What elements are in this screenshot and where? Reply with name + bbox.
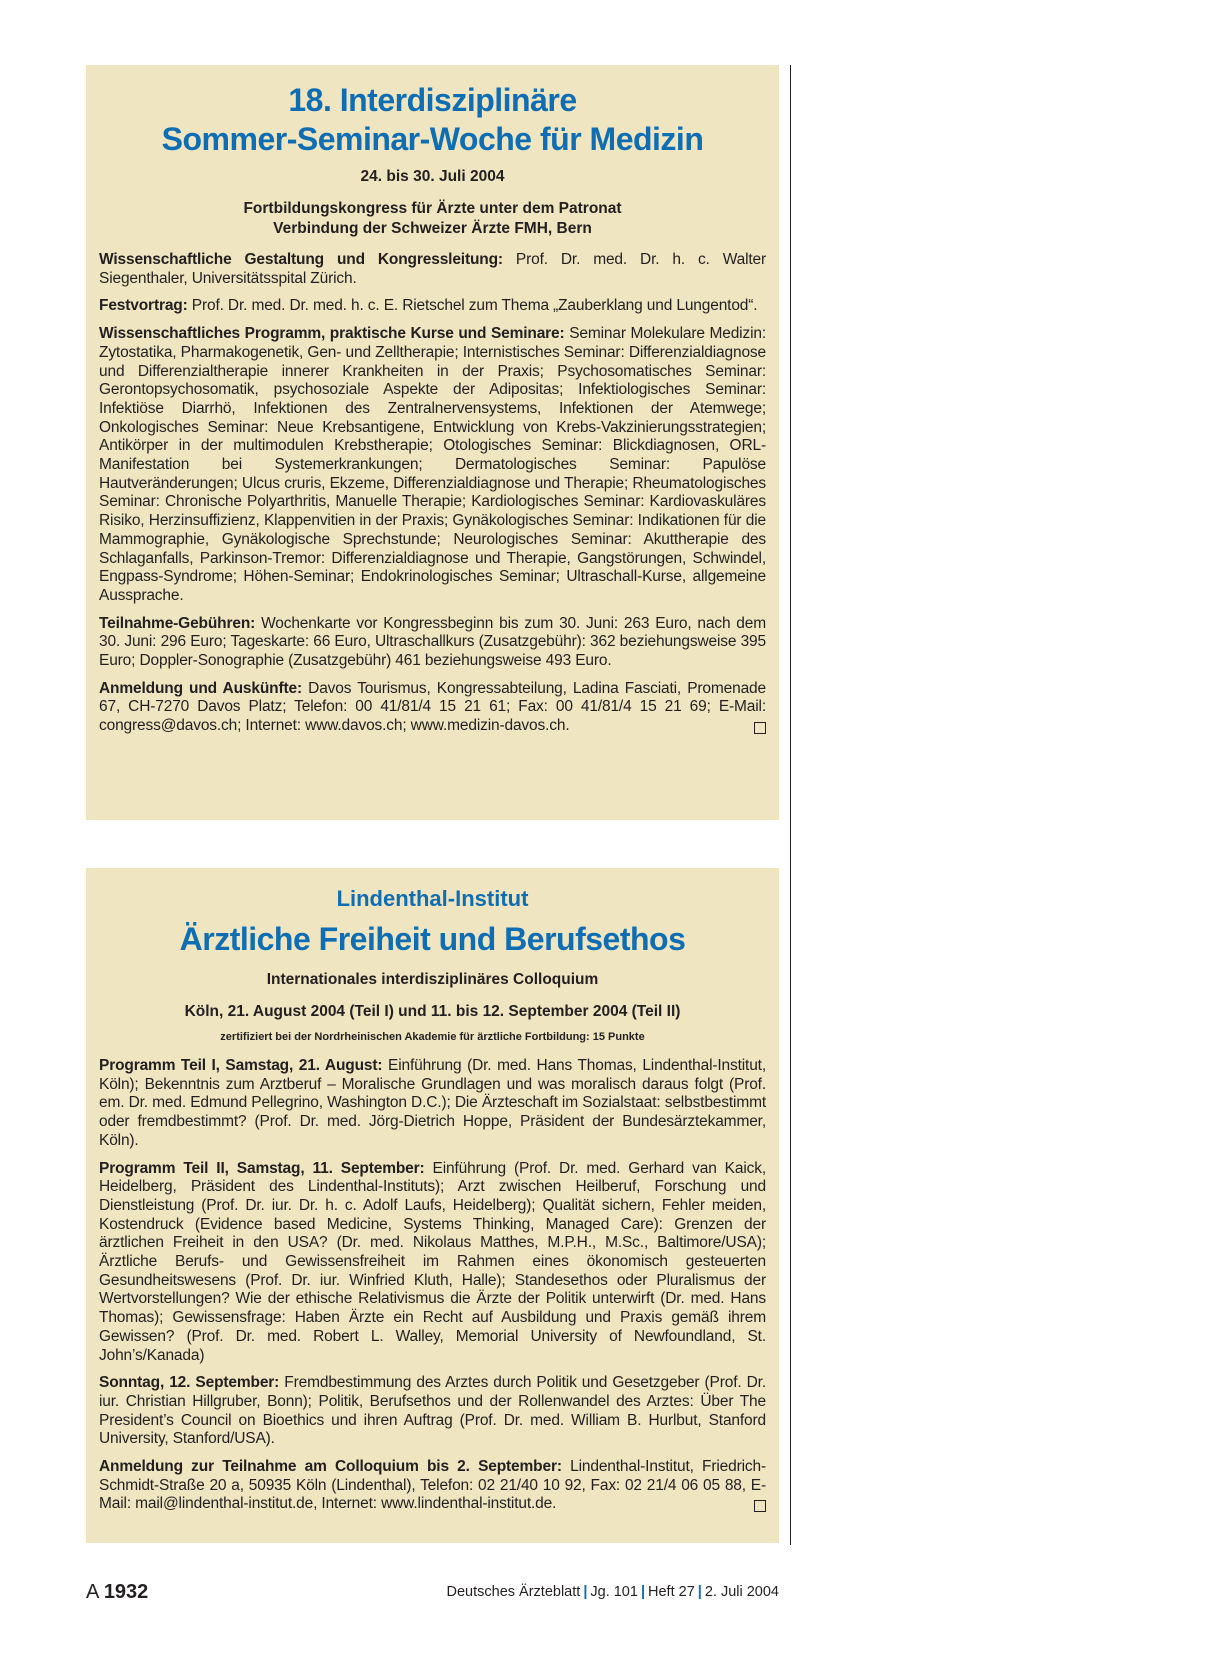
journal-citation bbox=[447, 1583, 779, 1601]
paragraph-program-part-2 bbox=[99, 1160, 766, 1366]
paragraph-sunday bbox=[99, 1374, 766, 1449]
paragraph-label: Wissenschaftliches Programm, praktische Kurse und Seminare: bbox=[99, 325, 565, 343]
article-box-seminar-week bbox=[86, 65, 779, 820]
event-dates: Köln, 21. August 2004 (Teil I) und 11. bis 12. September 2004 (Teil II) bbox=[184, 1003, 681, 1020]
paragraph-text: Einführung (Prof. Dr. med. Gerhard van Kaick, Heidelberg, Präsident des Lindenthal-Instituts); Arzt zwischen Heilberuf, Forschung und Dienstleistung (Prof. Dr. iur. Dr. h. c. Adolf Laufs, Heidelberg); Qualität sichern, Fehler meiden, Kostendruck (Evidence based Medicine, Systems Thinking, Managed Care): Grenzen der ärztlichen Freiheit in den USA? (Dr. med. Nikolaus Matthes, M.P.H., M.Sc., Baltimore/USA); Ärztliche Berufs- und Gewissensfreiheit im Rahmen eines ökonomisch gesteuerten Gesundheitswesens (Prof. Dr. iur. Winfried Kluth, Halle); Standesethos oder Pluralismus der Wertvorstellungen? Wie der ethische Relativismus die Ärzte der Politik unterwirft (Dr. med. Hans Thomas); Gewissensfrage: Haben Ärzte ein Recht auf Ausbildung und Praxis gemäß ihrem Gewissen? (Prof. Dr. med. Robert L. Walley, Memorial University of Newfoundland, St. John’s/Kanada) bbox=[99, 1159, 766, 1364]
paragraph-text: Prof. Dr. med. Dr. med. h. c. E. Rietschel zum Thema „Zauberklang und Lungentod“. bbox=[187, 297, 758, 315]
paragraph-text: Einführung (Dr. med. Hans Thomas, Lindenthal-Institut, Köln); Bekenntnis zum Arztberuf – Moralische Grundlagen und was moralisch daraus folgt (Prof. em. Dr. med. Edmund Pellegrino, Washington D.C.); Die Ärzteschaft im Sozialstaat: selbstbestimmt oder fremdbestimmt? (Prof. Dr. med. Jörg-Dietrich Hoppe, Präsident der Bundesärztekammer, Köln). bbox=[99, 1057, 766, 1149]
separator: | bbox=[583, 1584, 588, 1600]
journal-volume: Jg. 101 bbox=[590, 1584, 638, 1600]
end-mark-icon bbox=[754, 1500, 766, 1512]
article-kicker: Lindenthal-Institut bbox=[336, 886, 529, 911]
article-title: Ärztliche Freiheit und Berufsethos bbox=[179, 921, 686, 957]
paragraph-registration bbox=[99, 1458, 766, 1514]
column-rule bbox=[790, 65, 791, 1545]
paragraph-registration bbox=[99, 680, 766, 736]
paragraph-label: Anmeldung zur Teilnahme am Colloquium bis 2. September: bbox=[99, 1458, 562, 1476]
paragraph-program bbox=[99, 325, 766, 606]
paragraph-text: Prof. Dr. med. Dr. h. c. Walter Siegenthaler, Universitätsspital Zürich. bbox=[99, 251, 766, 287]
paragraph-label: Wissenschaftliche Gestaltung und Kongressleitung: bbox=[99, 251, 503, 268]
paragraph-text: Lindenthal-Institut, Friedrich-Schmidt-Straße 20 a, 50935 Köln (Lindenthal), Telefon: 02 21/40 10 92, Fax: 02 21/4 06 05 88, E-Mail: mail@lindenthal-institut.de, Internet: www.lindenthal-institut.de. bbox=[99, 1458, 766, 1513]
article-subtitle: Internationales interdisziplinäres Colloquium bbox=[266, 971, 599, 988]
paragraph-text: Fremdbestimmung des Arztes durch Politik und Gesetzgeber (Prof. Dr. iur. Christian Hillgruber, Bonn); Politik, Berufsethos und der Rollenwandel des Arztes: Über The President’s Council on Bioethics und ihren Auftrag (Prof. Dr. med. William B. Hurlbut, Stanford University, Stanford/USA). bbox=[99, 1374, 766, 1448]
journal-name: Deutsches Ärzteblatt bbox=[446, 1584, 581, 1600]
patronage-line-1: Fortbildungskongress für Ärzte unter dem Patronat bbox=[243, 200, 622, 217]
page-number bbox=[86, 1580, 148, 1604]
patronage bbox=[99, 199, 766, 239]
paragraph-text: Wochenkarte vor Kongressbeginn bis zum 30. Juni: 263 Euro, nach dem 30. Juni: 296 Euro; Tageskarte: 66 Euro, Ultraschallkurs (Zusatzgebühr): 362 beziehungsweise 395 Euro; Doppler-Sonographie (Zusatzgebühr) 461 beziehungsweise 493 Euro. bbox=[99, 614, 766, 670]
paragraph-label: Festvortrag: bbox=[99, 297, 188, 315]
title-line-1: 18. Interdisziplinäre bbox=[288, 82, 577, 118]
article-title bbox=[99, 81, 766, 159]
paragraph-text: Davos Tourismus, Kongressabteilung, Ladina Fasciati, Promenade 67, CH-7270 Davos Platz; Telefon: 00 41/81/4 15 21 61; Fax: 00 41/81/4 15 21 69; E-Mail: congress@davos.ch; Internet: www.davos.ch; www.medizin-davos.ch. bbox=[99, 679, 767, 735]
page-prefix: A bbox=[86, 1581, 99, 1603]
paragraph-leadership bbox=[99, 251, 766, 288]
end-mark-icon bbox=[754, 722, 766, 734]
paragraph-label: Teilnahme-Gebühren: bbox=[99, 614, 256, 632]
journal-date: 2. Juli 2004 bbox=[704, 1584, 779, 1600]
paragraph-label: Programm Teil II, Samstag, 11. September: bbox=[99, 1159, 425, 1177]
paragraph-program-part-1 bbox=[99, 1057, 766, 1151]
journal-issue: Heft 27 bbox=[648, 1584, 695, 1600]
paragraph-fees bbox=[99, 615, 766, 671]
page-footer bbox=[86, 1580, 779, 1604]
paragraph-label: Programm Teil I, Samstag, 21. August: bbox=[99, 1057, 383, 1074]
event-date: 24. bis 30. Juli 2004 bbox=[360, 168, 505, 185]
article-box-colloquium bbox=[86, 868, 779, 1543]
separator: | bbox=[640, 1584, 646, 1600]
patronage-line-2: Verbindung der Schweizer Ärzte FMH, Bern bbox=[273, 220, 592, 237]
separator: | bbox=[697, 1584, 702, 1600]
paragraph-keynote bbox=[99, 297, 766, 316]
certification-note: zertifiziert bei der Nordrheinischen Akademie für ärztliche Fortbildung: 15 Punkte bbox=[220, 1031, 645, 1043]
title-line-2: Sommer-Seminar-Woche für Medizin bbox=[161, 121, 704, 157]
paragraph-text: Seminar Molekulare Medizin: Zytostatika, Pharmakogenetik, Gen- und Zelltherapie; Internistisches Seminar: Differenzialdiagnose und Differenzialtherapie innerer Krankheiten in der Praxis; Psychosomatisches Seminar: Gerontopsychosomatik, psychosoziale Aspekte der Adipositas; Infektiologisches Seminar: Infektiöse Diarrhö, Infektionen des Zentralnervensystems, Infektionen der Atemwege; Onkologisches Seminar: Neue Krebsantigene, Entwicklung von Krebs-Vakzinierungsstrategien; Antikörper in der multimodulen Krebstherapie; Otologisches Seminar: Blickdiagnosen, ORL-Manifestation bei Systemerkrankungen; Dermatologisches Seminar: Papulöse Hautveränderungen; Ulcus cruris, Ekzeme, Differenzialdiagnose und Therapie; Rheumatologisches Seminar: Chronische Polyarthritis, Manuelle Therapie; Kardiologisches Seminar: Kardiovaskuläres Risiko, Herzinsuffizienz, Klappenvitien in der Praxis; Gynäkologisches Seminar: Indikationen für die Mammographie, Gynäkologische Sprechstunde; Neurologisches Seminar: Akuttherapie des Schlaganfalls, Parkinson-Tremor: Differenzialdiagnose und Therapie, Gangstörungen, Schwindel, Engpass-Syndrome; Höhen-Seminar; Endokrinologisches Seminar; Ultraschall-Kurse, allgemeine Aussprache. bbox=[99, 325, 766, 604]
paragraph-label: Anmeldung und Auskünfte: bbox=[99, 679, 303, 697]
page-number-value: 1932 bbox=[103, 1581, 149, 1603]
paragraph-label: Sonntag, 12. September: bbox=[99, 1374, 280, 1392]
